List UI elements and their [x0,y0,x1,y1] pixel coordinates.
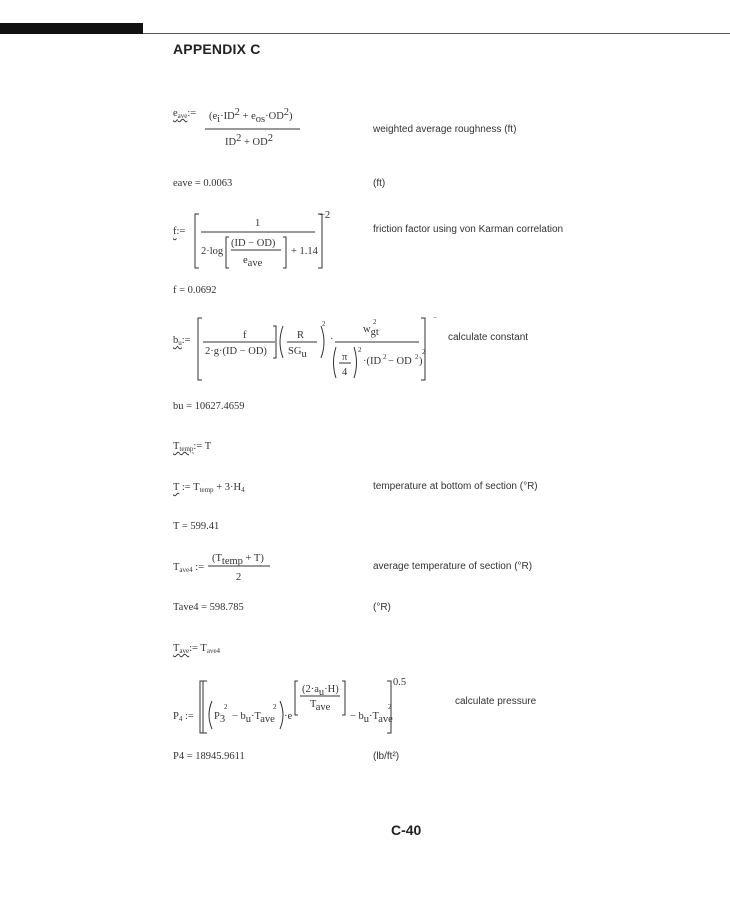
svg-text:(2·au·H): (2·au·H) [302,684,339,698]
svg-text:2: 2 [388,703,392,711]
bu-lhs: $b_u:=$ [173,335,191,347]
svg-text:·(ID: ·(ID [363,356,382,367]
header-bar [0,23,143,34]
tave4-fraction [208,547,278,587]
svg-text:eave: eave [243,255,263,269]
p4-formula [198,675,418,735]
f-result: f = 0.0692 [173,285,217,296]
svg-text:(ID − OD): (ID − OD) [231,238,276,249]
ttemp-assign: $T_{temp}:= T$ [173,441,212,453]
bu-note: calculate constant [448,332,529,343]
bu-result: bu = 10627.4659 [173,401,245,412]
svg-text:2: 2 [422,348,426,356]
t-note: temperature at bottom of section (°R) [373,481,538,492]
page-number: C-40 [391,822,422,838]
svg-text:SGu: SGu [288,346,307,360]
svg-text:): ) [419,356,423,367]
f-formula [193,210,333,270]
svg-text:− OD: − OD [388,356,412,367]
svg-text:P3: P3 [214,711,226,725]
svg-text:0.5: 0.5 [393,677,407,688]
svg-text:ID2 + OD2: ID2 + OD2 [225,133,273,148]
svg-text:2: 2 [322,320,326,328]
svg-text:·e: ·e [284,711,293,722]
eave-fraction [205,105,305,155]
svg-text:4: 4 [342,367,348,378]
bu-formula [195,312,435,382]
eave-lhs: $e_{ave}$ [173,108,188,120]
f-note: friction factor using von Karman correlation [373,224,564,235]
svg-text:2: 2 [236,572,242,583]
svg-text:f: f [243,330,247,341]
p4-note: calculate pressure [455,696,537,707]
tave4-note: average temperature of section (°R) [373,561,533,572]
svg-text:2: 2 [415,353,419,361]
svg-text:2: 2 [358,346,362,354]
tave4-result-unit: (°R) [373,602,391,613]
svg-text:− bu·Tave: − bu·Tave [350,711,393,725]
svg-text:1: 1 [255,218,261,229]
svg-text:2: 2 [383,353,387,361]
tave-assign: $T_{ave}:= T_{ave4}$ [173,643,221,655]
svg-text:2: 2 [273,703,277,711]
svg-text:2·log: 2·log [201,246,224,257]
svg-text:2: 2 [224,703,228,711]
svg-text:Tave: Tave [310,699,331,713]
p4-result: P4 = 18945.9611 [173,751,245,762]
svg-text:+ 1.14: + 1.14 [291,246,318,257]
t-result: T = 599.41 [173,521,220,532]
svg-text:−2: −2 [319,210,331,221]
eave-equation: $e_{ave}:=$ [173,108,197,120]
svg-text:(Ttemp + T): (Ttemp + T) [212,553,264,567]
header-rule [143,33,730,34]
svg-text:·: · [330,334,334,345]
svg-text:2: 2 [373,318,377,326]
svg-text:wgt: wgt [363,324,379,338]
svg-text:π: π [342,352,348,363]
section-title: APPENDIX C [173,41,261,57]
eave-result-unit: (ft) [373,178,386,189]
eave-note: weighted average roughness (ft) [373,124,517,135]
eave-result: eave = 0.0063 [173,178,233,189]
f-lhs: f:= [173,226,186,237]
p4-lhs: $P_4$ := [173,711,194,723]
svg-text:2·g·(ID − OD): 2·g·(ID − OD) [205,346,267,357]
tave4-result: Tave4 = 598.785 [173,602,244,613]
svg-text:(ei·ID2 + eos·OD2): (ei·ID2 + eos·OD2) [209,107,293,125]
svg-text:− bu·Tave: − bu·Tave [232,711,275,725]
t-assign: T := $T_{temp} + 3\cdot H_4$ [173,482,245,494]
p4-result-unit: (lb/ft²) [373,751,400,762]
svg-text:R: R [297,330,305,341]
tave4-lhs: $T_{ave4}$ := [173,562,205,574]
svg-text:−: − [433,314,437,322]
